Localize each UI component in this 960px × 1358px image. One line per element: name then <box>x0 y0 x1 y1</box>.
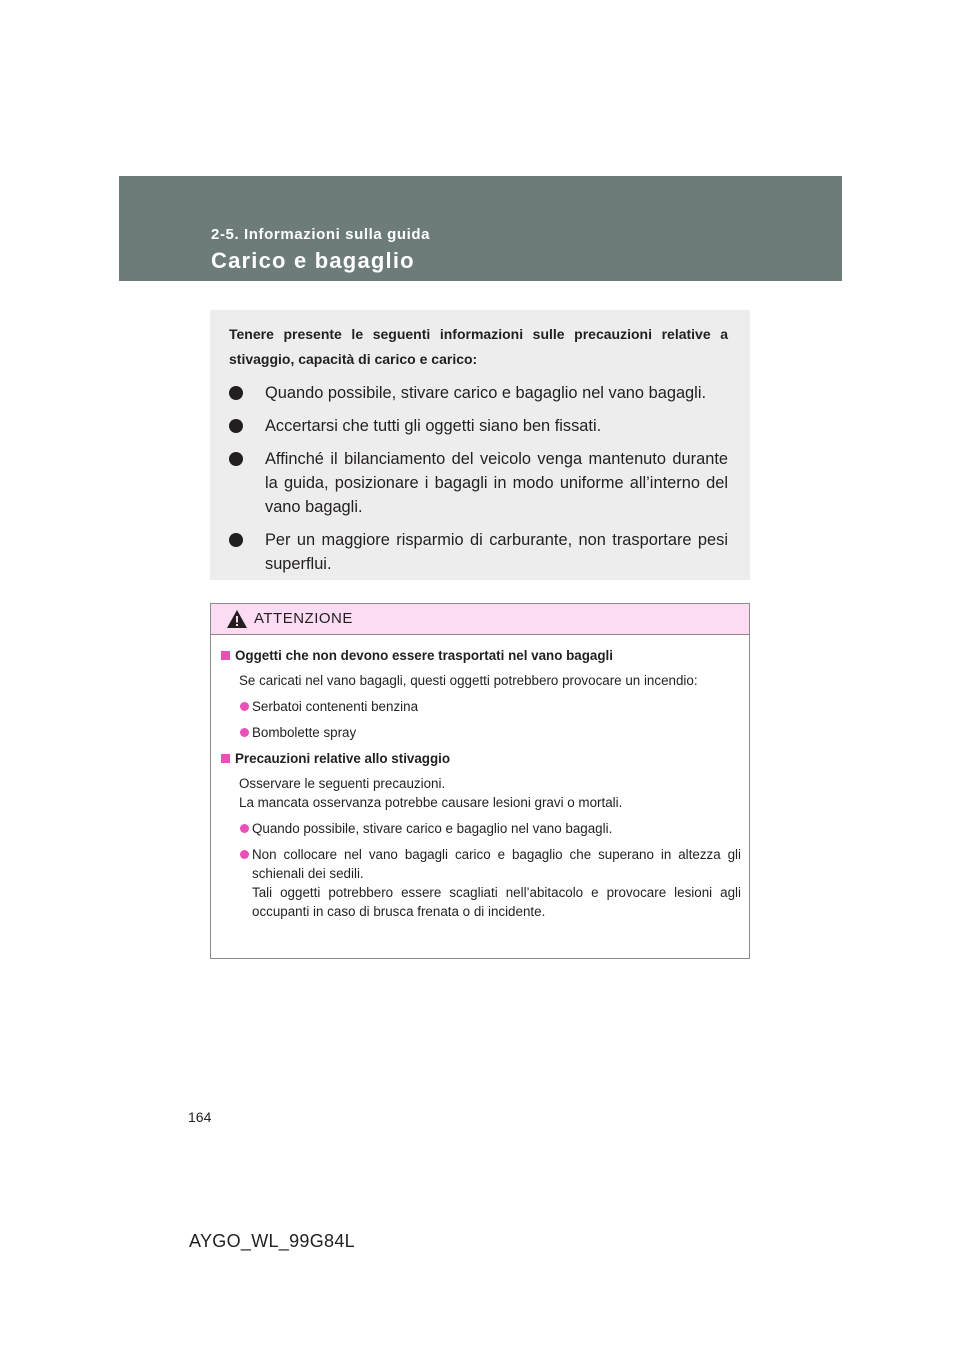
warning-paragraph-line: La mancata osservanza potrebbe causare lesioni gravi o mortali. <box>239 795 623 810</box>
warning-bullet <box>221 819 741 838</box>
warning-subheading-text: Oggetti che non devono essere trasportati nel vano bagagli <box>235 648 613 663</box>
intro-bullet-text: Accertarsi che tutti gli oggetti siano ben fissati. <box>265 417 602 435</box>
warning-triangle-icon <box>226 609 248 629</box>
warning-body <box>211 635 749 921</box>
warning-bullet-text: Non collocare nel vano bagagli carico e bagaglio che superano in altezza gli schienali dei sedili. <box>252 847 741 881</box>
warning-box <box>210 603 750 959</box>
warning-bullet-text: Bombolette spray <box>252 725 357 740</box>
square-bullet-icon <box>221 651 230 660</box>
warning-bullet <box>221 845 741 921</box>
bullet-dot-icon <box>240 702 249 711</box>
intro-bullet <box>229 381 728 405</box>
intro-bullet <box>229 528 728 576</box>
bullet-dot-icon <box>240 850 249 859</box>
warning-bullet-text: Quando possibile, stivare carico e bagaglio nel vano bagagli. <box>252 821 613 836</box>
warning-bullet <box>221 697 741 716</box>
bullet-dot-icon <box>229 386 243 400</box>
intro-bullet-text: Per un maggiore risparmio di carburante, non trasportare pesi superflui. <box>265 531 728 573</box>
warning-bullet <box>221 723 741 742</box>
warning-bullet-text: Serbatoi contenenti benzina <box>252 699 419 714</box>
intro-bullet-text: Affinché il bilanciamento del veicolo venga mantenuto durante la guida, posizionare i bagagli in modo uniforme all’interno del vano bagagli. <box>265 450 728 516</box>
section-header-bar <box>119 176 842 281</box>
bullet-dot-icon <box>229 533 243 547</box>
intro-box <box>210 310 750 580</box>
page-title: Carico e bagaglio <box>211 248 415 273</box>
warning-subheading <box>221 647 741 665</box>
warning-paragraph <box>221 774 741 812</box>
warning-paragraph-line: Osservare le seguenti precauzioni. <box>239 776 446 791</box>
bullet-dot-icon <box>229 419 243 433</box>
warning-title: ATTENZIONE <box>254 610 353 627</box>
warning-subheading-text: Precauzioni relative allo stivaggio <box>235 751 451 766</box>
intro-bullet <box>229 447 728 519</box>
intro-bullet-text: Quando possibile, stivare carico e bagaglio nel vano bagagli. <box>265 384 707 402</box>
bullet-dot-icon <box>240 824 249 833</box>
document-code: AYGO_WL_99G84L <box>189 1231 355 1251</box>
section-label: 2-5. Informazioni sulla guida <box>211 226 431 243</box>
warning-subheading <box>221 750 741 768</box>
bullet-dot-icon <box>240 728 249 737</box>
warning-paragraph: Se caricati nel vano bagagli, questi oggetti potrebbero provocare un incendio: <box>239 673 698 688</box>
warning-header <box>211 604 749 635</box>
page-number: 164 <box>188 1109 212 1125</box>
square-bullet-icon <box>221 754 230 763</box>
warning-bullet-text: Tali oggetti potrebbero essere scagliati nell’abitacolo e provocare lesioni agli occupanti in caso di brusca frenata o di incidente. <box>252 885 741 919</box>
intro-bullet <box>229 414 728 438</box>
bullet-dot-icon <box>229 452 243 466</box>
intro-text: Tenere presente le seguenti informazioni sulle precauzioni relative a stivaggio, capacità di carico e carico: <box>229 326 728 367</box>
